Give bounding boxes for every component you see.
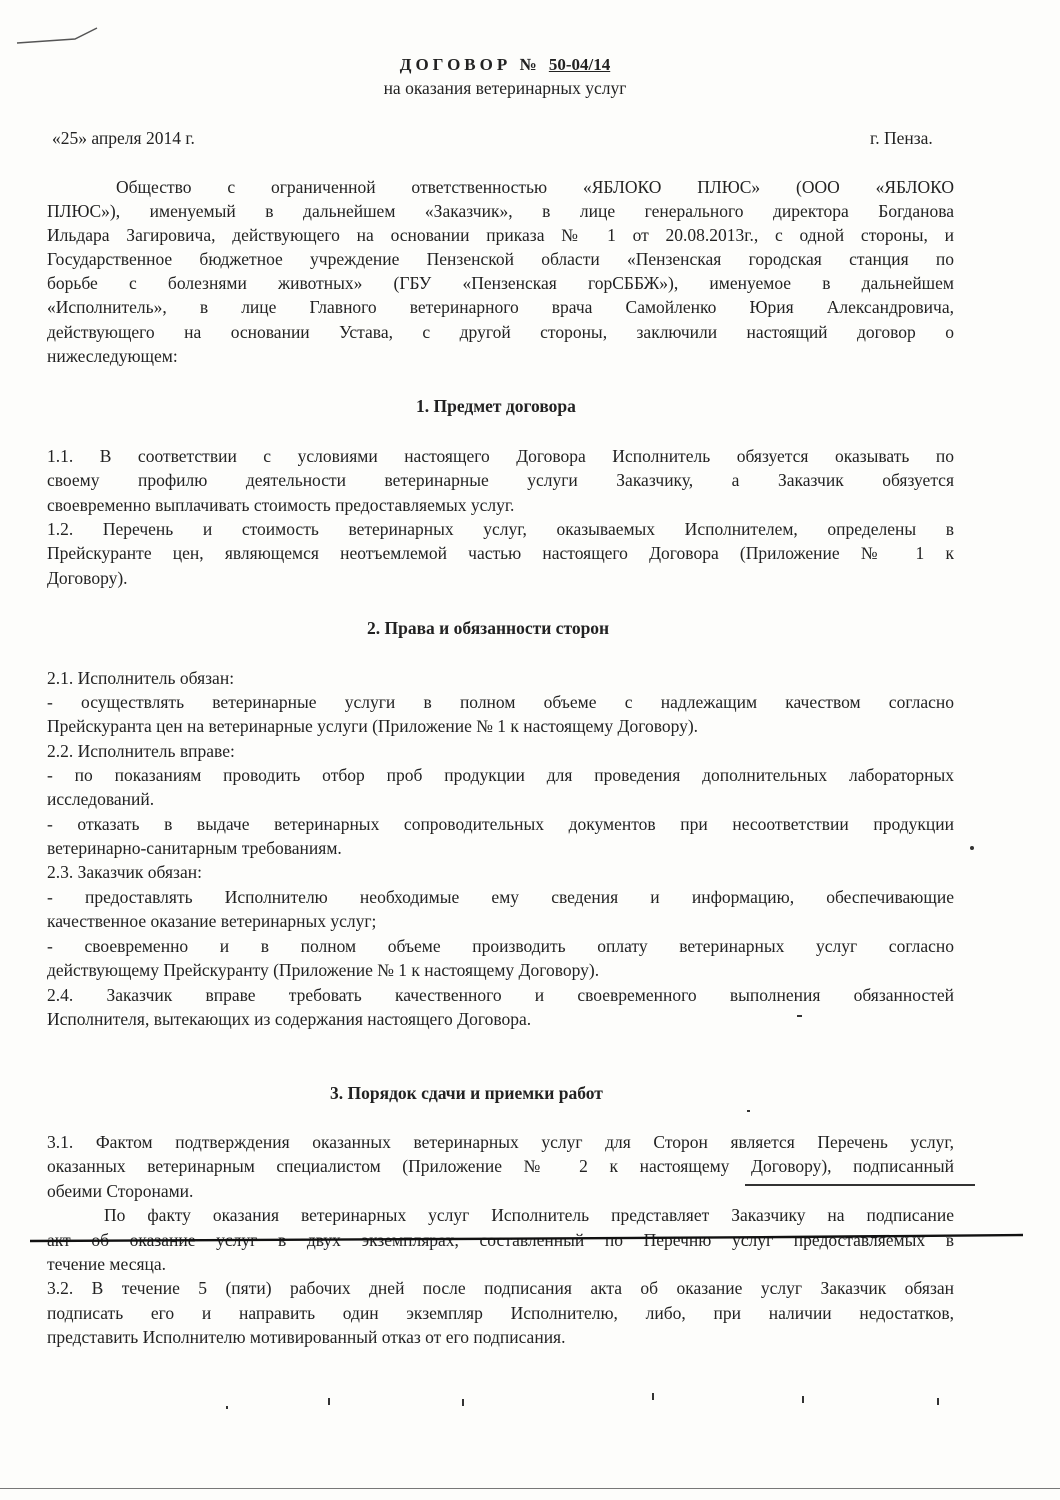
section-heading-rights: 2. Права и обязанности сторон [367,618,610,638]
section-heading-acceptance: 3. Порядок сдачи и приемки работ [330,1083,603,1103]
clause-line: 3.2. В течение 5 (пяти) рабочих дней после подписания акта об оказание услуг Заказчик обязан [47,1278,954,1298]
pen-stroke-mark [15,25,100,50]
clause-line: Прейскуранте цен, являющемся неотъемлемой частью настоящего Договора (Приложение № 1 к [47,543,954,563]
scan-speck [797,1015,802,1017]
preamble-line: Ильдара Загировича, действующего на основании приказа № 1 от 20.08.2013г., с одной стороны, и [47,225,954,245]
clause-line: - осуществлять ветеринарные услуги в полном объеме с надлежащим качеством согласно [47,692,954,712]
preamble-line: Общество с ограниченной ответственностью «ЯБЛОКО ПЛЮС» (ООО «ЯБЛОКО [116,177,954,197]
preamble-line: нижеследующем: [47,346,178,366]
clause-line: подписать его и направить один экземпляр Исполнителю, либо, при наличии недостатков, [47,1303,954,1323]
preamble-line: борьбе с болезнями животных» (ГБУ «Пензенская горСББЖ»), именуемое в дальнейшем [47,273,954,293]
clause-line: По факту оказания ветеринарных услуг Исполнитель представляет Заказчику на подписание [104,1205,954,1225]
preamble-line: действующего на основании Устава, с другой стороны, заключили настоящий договор о [47,322,954,342]
clause-line: качественное оказание ветеринарных услуг; [47,911,377,931]
clause-line: - предоставлять Исполнителю необходимые ему сведения и информацию, обеспечивающие [47,887,954,907]
preamble-line: Государственное бюджетное учреждение Пензенской области «Пензенская городская станция по [47,249,954,269]
strikethrough-line [28,1232,1028,1246]
scan-speck [328,1398,330,1405]
scan-edge-line [0,1488,1060,1489]
clause-line: 1.1. В соответствии с условиями настоящего Договора Исполнитель обязуется оказывать по [47,446,954,466]
contract-subtitle: на оказания ветеринарных услуг [383,78,627,98]
clause-line: ветеринарно-санитарным требованиям. [47,838,342,858]
clause-line: Прейскуранта цен на ветеринарные услуги (Приложение № 1 к настоящему Договору). [47,716,699,736]
clause-line: 2.1. Исполнитель обязан: [47,668,235,688]
contract-date: «25» апреля 2014 г. [52,128,195,148]
clause-line-struck: акт об оказание услуг в двух экземплярах, составленный по Перечню услуг предоставляемых в [47,1230,954,1250]
clause-line: течение месяца. [47,1254,167,1274]
scan-speck [652,1393,654,1400]
scan-speck [747,1110,750,1112]
scan-speck [462,1399,464,1406]
clause-line: действующему Прейскуранту (Приложение № 1 к настоящему Договору). [47,960,600,980]
clause-line: 1.2. Перечень и стоимость ветеринарных услуг, оказываемых Исполнителем, определены в [47,519,954,539]
clause-line: 3.1. Фактом подтверждения оказанных ветеринарных услуг для Сторон является Перечень услуг, [47,1132,954,1152]
preamble-line: «Исполнитель», в лице Главного ветеринарного врача Самойленко Юрия Александровича, [47,297,954,317]
clause-line: обеими Сторонами. [47,1181,194,1201]
title-word: ДОГОВОР № [399,55,541,74]
clause-line: 2.3. Заказчик обязан: [47,862,202,882]
underline-mark [745,1184,975,1186]
scan-speck [970,846,974,850]
clause-line: 2.2. Исполнитель вправе: [47,741,235,761]
section-heading-subject: 1. Предмет договора [416,396,576,416]
contract-city: г. Пенза. [870,128,933,148]
clause-line: представить Исполнителю мотивированный отказ от его подписания. [47,1327,566,1347]
contract-number: 50-04/14 [548,55,611,74]
scan-speck [802,1396,804,1403]
scan-speck [937,1398,939,1405]
clause-line: - по показаниям проводить отбор проб продукции для проведения дополнительных лабораторных [47,765,954,785]
clause-line: 2.4. Заказчик вправе требовать качественного и своевременного выполнения обязанностей [47,985,954,1005]
clause-line: оказанных ветеринарным специалистом (Приложение № 2 к настоящему Договору), подписанный [47,1156,954,1176]
preamble-line: ПЛЮС»), именуемый в дальнейшем «Заказчик», в лице генерального директора Богданова [47,201,954,221]
clause-line: Договору). [47,568,128,588]
clause-line: своему профилю деятельности ветеринарные услуги Заказчику, а Заказчик обязуется [47,470,954,490]
clause-line: Исполнителя, вытекающих из содержания настоящего Договора. [47,1009,532,1029]
scan-speck [226,1406,228,1409]
clause-line: - отказать в выдаче ветеринарных сопроводительных документов при несоответствии продукции [47,814,954,834]
contract-title [0,55,1010,75]
clause-line: - своевременно и в полном объеме производить оплату ветеринарных услуг согласно [47,936,954,956]
clause-line: исследований. [47,789,155,809]
clause-line: своевременно выплачивать стоимость предоставляемых услуг. [47,495,515,515]
